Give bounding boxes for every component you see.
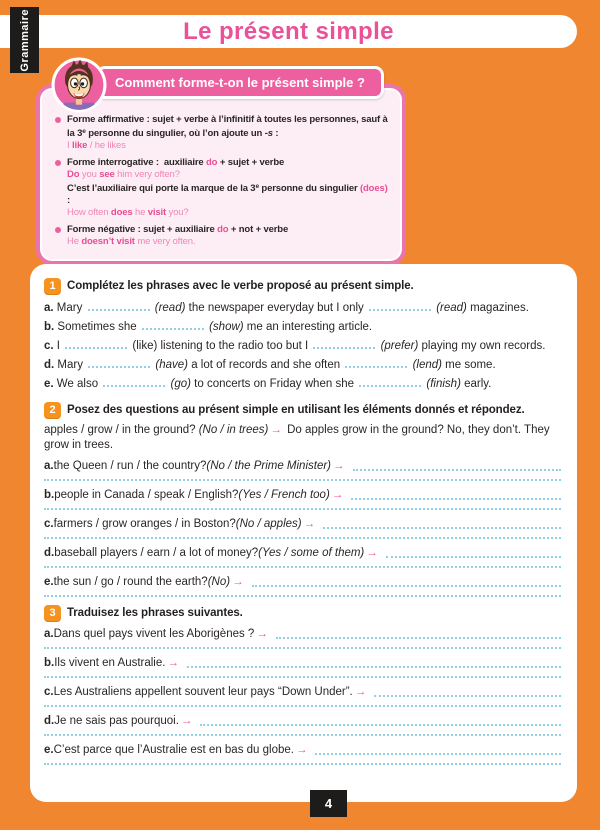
- text-segment: me an interesting article.: [243, 321, 373, 333]
- text-segment: Mary: [54, 359, 87, 371]
- text-segment: (No / apples): [235, 518, 302, 530]
- answer-line[interactable]: [44, 566, 561, 568]
- answer-blank[interactable]: [345, 357, 407, 368]
- exercise-item: [44, 713, 561, 729]
- answer-line[interactable]: [187, 666, 561, 668]
- text-segment: (go): [170, 378, 191, 390]
- text-segment: (read): [436, 302, 467, 314]
- text-segment: Les Australiens appellent souvent leur pays “Down Under”.: [53, 686, 353, 698]
- text-segment: Forme interrogative : auxiliaire: [67, 157, 207, 168]
- answer-blank[interactable]: [142, 319, 204, 330]
- answer-blank[interactable]: [359, 376, 421, 387]
- exercise-3: [44, 603, 561, 765]
- text-segment: d.: [44, 715, 55, 727]
- text-segment: (finish): [426, 378, 461, 390]
- text-segment: you: [79, 169, 100, 180]
- sidebar-tab-label: Grammaire: [18, 8, 31, 72]
- sidebar-tab-grammaire: [10, 7, 39, 73]
- text-segment: c.: [44, 340, 54, 352]
- exercise-item: [44, 626, 561, 642]
- answer-line[interactable]: [44, 537, 561, 539]
- text-segment: (prefer): [380, 340, 419, 352]
- text-segment: Do: [67, 169, 80, 180]
- rule-line: [67, 157, 392, 169]
- exercise-item: [44, 516, 561, 532]
- text-segment: like: [71, 140, 88, 151]
- exercise-title: Posez des questions au présent simple en utilisant les éléments donnés et répondez.: [67, 404, 525, 416]
- text-segment: the Queen / run / the country?: [53, 460, 207, 472]
- arrow-icon: →: [295, 744, 308, 756]
- bullet-dot-icon: [55, 160, 61, 166]
- arrow-icon: →: [270, 424, 282, 436]
- answer-line[interactable]: [44, 705, 561, 707]
- text-segment: (No): [207, 576, 231, 588]
- answer-line[interactable]: [44, 595, 561, 597]
- exercise-example: [44, 423, 561, 453]
- exercise-item: [44, 299, 561, 318]
- text-segment: + sujet + verbe: [217, 157, 285, 168]
- exercise-item: [44, 318, 561, 337]
- exercises-card: [30, 264, 577, 802]
- text-segment: Do apples grow in the ground? No, they don’t. They grow in trees.: [44, 424, 550, 451]
- rule-line: [67, 140, 392, 152]
- text-segment: (Yes / some of them): [258, 547, 365, 559]
- text-segment: b.: [44, 321, 55, 333]
- text-segment: personne du singulier, où l’on ajoute un: [85, 128, 265, 139]
- exercise-item: [44, 742, 561, 758]
- text-segment: c.: [44, 686, 54, 698]
- exercise-header: [44, 400, 561, 420]
- exercise-item: [44, 684, 561, 700]
- answer-line[interactable]: [44, 763, 561, 765]
- answer-line[interactable]: [276, 637, 561, 639]
- exercise-header: [44, 603, 561, 623]
- page-number-badge: [310, 790, 347, 817]
- text-segment: (have): [155, 359, 188, 371]
- rules-list: [52, 114, 392, 248]
- mascot-avatar: [51, 57, 107, 113]
- text-segment: Mary: [53, 302, 86, 314]
- answer-line[interactable]: [44, 676, 561, 678]
- rule-line: [67, 181, 392, 207]
- text-segment: do: [217, 224, 229, 235]
- exercise-item: [44, 375, 561, 394]
- text-segment: (lend): [412, 359, 442, 371]
- answer-line[interactable]: [353, 469, 562, 471]
- title-banner: [0, 15, 577, 48]
- exercise-header: [44, 276, 561, 296]
- answer-line[interactable]: [351, 498, 561, 500]
- answer-line[interactable]: [44, 647, 561, 649]
- text-segment: -s: [264, 128, 273, 139]
- rule-bullet: [52, 157, 392, 219]
- exercise-2: [44, 400, 561, 597]
- text-segment: Ils vivent en Australie.: [54, 657, 166, 669]
- arrow-icon: →: [167, 657, 179, 669]
- exercise-title: Complétez les phrases avec le verbe proposé au présent simple.: [67, 280, 414, 292]
- text-segment: he: [132, 207, 148, 218]
- text-segment: + not + verbe: [228, 224, 289, 235]
- exercise-number-badge: 2: [44, 402, 61, 419]
- text-segment: :: [272, 128, 279, 139]
- question-text: Comment forme-t-on le présent simple ?: [115, 75, 365, 90]
- answer-line[interactable]: [315, 753, 561, 755]
- rule-bullet: [52, 114, 392, 152]
- text-segment: a lot of records and she often: [188, 359, 344, 371]
- exercise-item: [44, 458, 561, 474]
- exercises: [44, 276, 561, 765]
- text-segment: personne du singulier: [258, 183, 360, 194]
- rule-line: [67, 207, 392, 219]
- boy-face-icon: [51, 57, 107, 113]
- answer-line[interactable]: [374, 695, 561, 697]
- text-segment: a.: [44, 302, 54, 314]
- text-segment: :: [67, 195, 71, 206]
- text-segment: the sun / go / round the earth?: [53, 576, 208, 588]
- text-segment: people in Canada / speak / English?: [54, 489, 239, 501]
- arrow-icon: →: [354, 686, 367, 698]
- text-segment: apples / grow / in the ground?: [44, 424, 199, 436]
- text-segment: b.: [44, 489, 55, 501]
- rule-bullet: [52, 224, 392, 248]
- arrow-icon: →: [180, 715, 193, 727]
- exercise-item: [44, 574, 561, 590]
- page-title: Le présent simple: [183, 18, 394, 45]
- text-segment: / he likes: [87, 140, 126, 151]
- bullet-dot-icon: [55, 117, 61, 123]
- arrow-icon: →: [256, 628, 268, 640]
- rule-line: [67, 169, 392, 181]
- answer-line[interactable]: [386, 556, 561, 558]
- exercise-item: [44, 337, 561, 356]
- answer-line[interactable]: [200, 724, 561, 726]
- text-segment: Dans quel pays vivent les Aborigènes ?: [53, 628, 255, 640]
- exercise-item: [44, 356, 561, 375]
- answer-blank[interactable]: [313, 338, 375, 349]
- text-segment: I: [67, 140, 72, 151]
- text-segment: Je ne sais pas pourquoi.: [54, 715, 179, 727]
- answer-line[interactable]: [44, 508, 561, 510]
- text-segment: Forme affirmative : sujet + verbe à l’infinitif à toutes les personnes, sauf à la 3: [67, 114, 388, 139]
- text-segment: (show): [209, 321, 244, 333]
- question-bubble: [96, 66, 384, 99]
- arrow-icon: →: [333, 460, 345, 472]
- text-segment: d.: [44, 359, 55, 371]
- text-segment: me very often.: [134, 236, 196, 247]
- rule-line: [67, 114, 392, 140]
- text-segment: e.: [44, 378, 54, 390]
- text-segment: He: [67, 236, 82, 247]
- arrow-icon: →: [366, 547, 378, 559]
- rule-content: [67, 114, 392, 152]
- rule-line: [67, 224, 288, 236]
- text-segment: (does): [360, 183, 388, 194]
- rule-line: [67, 236, 288, 248]
- text-segment: (No / the Prime Minister): [206, 460, 331, 472]
- exercise-item: [44, 487, 561, 503]
- answer-line[interactable]: [44, 734, 561, 736]
- text-segment: a.: [44, 628, 54, 640]
- text-segment: to concerts on Friday when she: [190, 378, 358, 390]
- text-segment: e.: [44, 576, 54, 588]
- text-segment: (like) listening to the radio too but I: [129, 340, 312, 352]
- bullet-dot-icon: [55, 227, 61, 233]
- answer-blank[interactable]: [65, 338, 127, 349]
- arrow-icon: →: [331, 489, 344, 501]
- answer-line[interactable]: [252, 585, 561, 587]
- text-segment: see: [99, 169, 115, 180]
- arrow-icon: →: [303, 518, 316, 530]
- text-segment: visit: [147, 207, 167, 218]
- text-segment: magazines.: [466, 302, 529, 314]
- text-segment: How often: [67, 207, 111, 218]
- rule-content: [67, 157, 392, 219]
- text-segment: I: [53, 340, 64, 352]
- exercise-number-badge: 1: [44, 278, 61, 295]
- rule-content: [67, 224, 288, 248]
- text-segment: (No / in trees): [198, 424, 269, 436]
- answer-blank[interactable]: [88, 357, 150, 368]
- answer-line[interactable]: [323, 527, 561, 529]
- text-segment: C’est l’auxiliaire qui porte la marque de la 3: [67, 183, 256, 194]
- arrow-icon: →: [232, 576, 244, 588]
- text-segment: e.: [44, 744, 54, 756]
- exercise-1: [44, 276, 561, 394]
- text-segment: the newspaper everyday but I only: [185, 302, 367, 314]
- text-segment: e: [82, 128, 86, 135]
- text-segment: early.: [460, 378, 492, 390]
- answer-blank[interactable]: [88, 300, 150, 311]
- text-segment: farmers / grow oranges / in Boston?: [53, 518, 236, 530]
- exercise-item: [44, 655, 561, 671]
- text-segment: C’est parce que l’Australie est en bas du globe.: [53, 744, 294, 756]
- text-segment: (read): [154, 302, 186, 314]
- text-segment: doesn’t visit: [81, 236, 135, 247]
- text-segment: c.: [44, 518, 54, 530]
- text-segment: him very often?: [114, 169, 180, 180]
- text-segment: do: [206, 157, 218, 168]
- text-segment: a.: [44, 460, 54, 472]
- text-segment: Forme négative : sujet + auxiliaire: [67, 224, 218, 235]
- text-segment: (Yes / French too): [238, 489, 330, 501]
- text-segment: does: [110, 207, 133, 218]
- answer-line[interactable]: [44, 479, 561, 481]
- answer-blank[interactable]: [103, 376, 165, 387]
- text-segment: e: [255, 183, 259, 190]
- exercise-number-badge: 3: [44, 605, 61, 622]
- text-segment: me some.: [441, 359, 496, 371]
- text-segment: d.: [44, 547, 55, 559]
- text-segment: you?: [166, 207, 189, 218]
- answer-blank[interactable]: [369, 300, 431, 311]
- text-segment: We also: [53, 378, 102, 390]
- text-segment: baseball players / earn / a lot of money?: [54, 547, 259, 559]
- exercise-title: Traduisez les phrases suivantes.: [67, 607, 243, 619]
- text-segment: playing my own records.: [418, 340, 546, 352]
- text-segment: b.: [44, 657, 55, 669]
- page-number: 4: [324, 796, 333, 811]
- text-segment: Sometimes she: [54, 321, 140, 333]
- exercise-item: [44, 545, 561, 561]
